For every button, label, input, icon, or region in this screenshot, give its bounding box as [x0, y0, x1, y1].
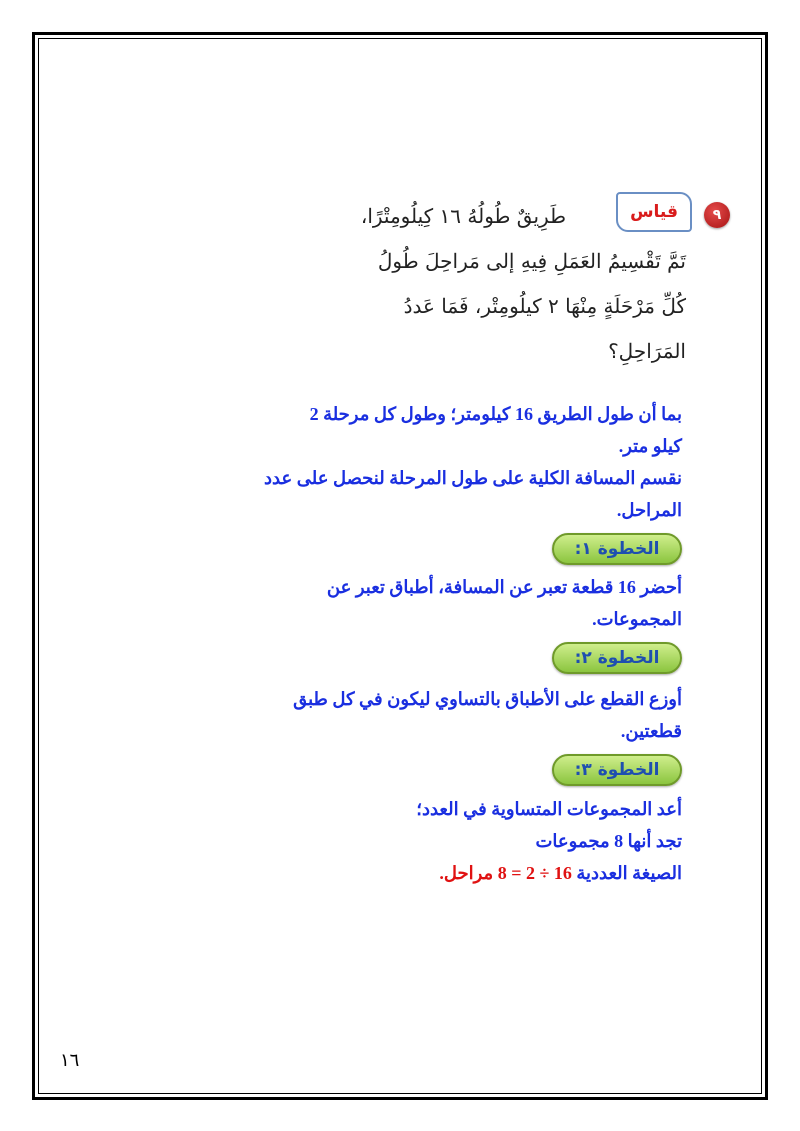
solution-line: المجموعات. [592, 609, 682, 629]
page-number: ١٦ [60, 1050, 80, 1071]
solution-line: كيلو متر. [618, 436, 682, 456]
solution-line: بما أن طول الطريق 16 كيلومتر؛ وطول كل مرحلة 2 [309, 404, 682, 424]
problem-line: طَرِيقٌ طُولُهُ ١٦ كِيلُومِتْرًا، [360, 204, 566, 228]
step-1-label: الخطوة ١: [552, 533, 682, 565]
solution-line: نقسم المسافة الكلية على طول المرحلة لنحصل على عدد [264, 468, 682, 488]
formula-value: 16 ÷ 2 = 8 مراحل. [439, 863, 572, 883]
step-2-text [242, 683, 682, 747]
step-3-text [242, 793, 682, 889]
solution-line: أوزع القطع على الأطباق بالتساوي ليكون في كل طبق [293, 689, 682, 709]
problem-line: تَمَّ تَقْسِيمُ العَمَلِ فِيهِ إلى مَراحِلَ طُولُ [377, 249, 686, 273]
solution-line: قطعتين. [620, 721, 682, 741]
problem-number-badge: ٩ [704, 202, 730, 228]
step-1-text [242, 571, 682, 635]
solution-intro [242, 398, 682, 526]
formula-label: الصيغة العددية [576, 863, 682, 883]
problem-tag-text: قياس [630, 202, 678, 222]
problem-line: كُلِّ مَرْحَلَةٍ مِنْهَا ٢ كيلُومِتْر، فَمَا عَددُ [403, 294, 686, 318]
problem-text [326, 194, 686, 374]
solution-line: أحضر 16 قطعة تعبر عن المسافة، أطباق تعبر عن [326, 577, 682, 597]
solution-line: أعد المجموعات المتساوية في العدد؛ [416, 799, 682, 819]
solution-line: المراحل. [616, 500, 682, 520]
step-2-label: الخطوة ٢: [552, 642, 682, 674]
problem-line: المَرَاحِلِ؟ [608, 339, 686, 363]
step-3-label: الخطوة ٣: [552, 754, 682, 786]
solution-line: تجد أنها 8 مجموعات [535, 831, 682, 851]
formula-line [242, 857, 682, 889]
